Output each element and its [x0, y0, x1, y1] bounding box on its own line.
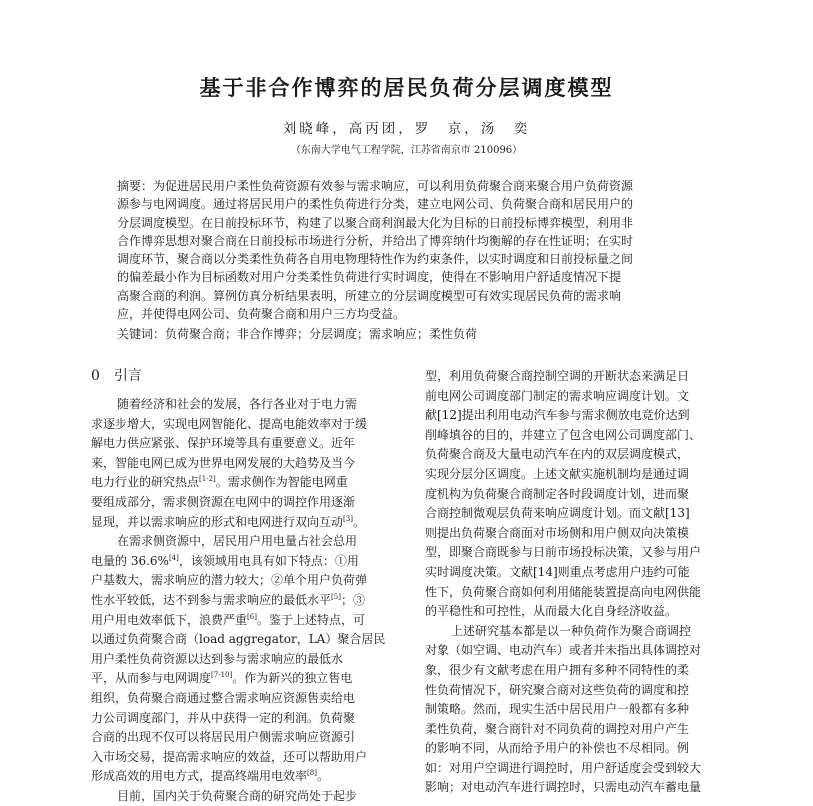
left-column-text-line: 组织，负荷聚合商通过整合需求响应资源售卖给电: [91, 690, 356, 705]
author-list: 刘晓峰，高丙团，罗 京，汤 奕: [282, 121, 531, 137]
left-column-text-line: 求逐步增大，实现电网智能化、提高电能效率对于缓: [91, 416, 368, 431]
citation-ref: [8]: [307, 769, 317, 778]
left-column-text-line: 随着经济和社会的发展，各行各业对于电力需: [117, 397, 358, 411]
right-column-text-line: 则提出负荷聚合商面对市场侧和用户侧双向决策模: [425, 525, 690, 540]
left-column-text-line: 合商的出现不仅可以将居民用户侧需求响应资源引: [91, 730, 356, 745]
right-column-text-line: 度机构为负荷聚合商制定各时段调度计划，进而聚: [425, 486, 690, 501]
right-column-text-line: 性负荷情况下，研究聚合商对这些负荷的调度和控: [425, 682, 690, 697]
abstract-line: 分层调度模型。在日前投标环节，构建了以聚合商利润最大化为目标的日前投标博弈模型，利用非: [117, 215, 634, 230]
right-column-text-line: 的影响不同，从而给予用户的补偿也不尽相同。例: [425, 741, 690, 756]
left-column-text-line: 电力行业的研究热点[1-2]。需求侧作为智能电网重: [91, 475, 348, 490]
right-column-text-line: 性下，负荷聚合商如何利用储能装置提高向电网供能: [425, 584, 702, 599]
right-column-text-line: 实时调度决策。文献[14]则重点考虑用户违约可能: [425, 564, 690, 579]
right-column: [425, 367, 733, 798]
affiliation: （东南大学电气工程学院，江苏省南京市 210096）: [290, 145, 523, 156]
citation-ref: [3]: [343, 514, 353, 523]
section-heading-introduction: 0 引言: [91, 368, 142, 384]
left-column-text-line: 以通过负荷聚合商（load aggregator，LA）聚合居民: [91, 632, 386, 647]
right-column-text-line: 象，很少有文献考虑在用户拥有多种不同特性的柔: [425, 662, 690, 677]
citation-ref: [5]: [331, 592, 341, 601]
left-column-text-line: 要组成部分，需求侧资源在电网中的调控作用逐渐: [91, 494, 356, 509]
left-column-text-line: 力公司调度部门，并从中获得一定的利润。负荷聚: [91, 710, 356, 725]
right-column-text-line: 负荷聚合商及大量电动汽车在内的双层调度模式，: [425, 447, 690, 462]
right-column-text-line: 影响；对电动汽车进行调控时，只需电动汽车蓄电量: [425, 780, 702, 795]
abstract-line: 的偏差最小作为目标函数对用户分类柔性负荷进行实时调度，使得在不影响用户舒适度情况下提: [117, 270, 622, 285]
abstract-line: 调度环节，聚合商以分类柔性负荷各自用电物理特性作为约束条件，以实时调度和日前投标量之间: [117, 252, 634, 267]
left-column-body: [91, 395, 395, 806]
right-column-text-line: 的平稳性和可控性，从而最大化自身经济收益。: [425, 604, 678, 619]
keywords: 关键词：负荷聚合商；非合作博弈；分层调度；需求响应；柔性负荷: [117, 327, 478, 342]
abstract-line: 源参与电网调度。通过将居民用户的柔性负荷进行分类，建立电网公司、负荷聚合商和居民用户的: [117, 197, 634, 212]
left-column-text-line: 来，智能电网已成为世界电网发展的大趋势及当今: [91, 455, 356, 470]
left-column-text-line: 形成高效的用电方式，提高终端用电效率[8]。: [91, 769, 329, 784]
abstract-line: 高聚合商的利润。算例仿真分析结果表明，所建立的分层调度模型可有效实现居民负荷的需求响: [117, 288, 622, 303]
right-column-text-line: 削峰填谷的目的，并建立了包含电网公司调度部门、: [425, 427, 702, 442]
right-column-text-line: 对象（如空调、电动汽车）或者并未指出具体调控对: [425, 643, 702, 658]
abstract-line: 合作博弈思想对聚合商在日前投标市场进行分析，并给出了博弈纳什均衡解的存在性证明；在实时: [117, 233, 634, 248]
right-column-text-line: 合商控制微观层负荷来响应调度计划。而文献[13]: [425, 506, 690, 521]
citation-ref: [6]: [247, 612, 257, 621]
left-column-text-line: 在需求侧资源中，居民用户用电量占社会总用: [117, 534, 358, 549]
left-column-text-line: 平，从而参与电网调度[7-10]。作为新兴的独立售电: [91, 671, 353, 686]
left-column-text-line: 用户用电效率低下，浪费严重[6]。鉴于上述特点，可: [91, 612, 365, 627]
right-column-text-line: 型，利用负荷聚合商控制空调的开断状态来满足日: [425, 369, 690, 383]
right-column-body: [425, 367, 733, 798]
right-column-text-line: 型，即聚合商既参与日前市场投标决策，又参与用户: [425, 545, 702, 560]
abstract-line: 应，并使得电网公司、负荷聚合商和用户三方均受益。: [117, 307, 406, 322]
right-column-text-line: 制策略。然而，现实生活中居民用户一般都有多种: [425, 702, 690, 717]
abstract-line: 摘要：为促进居民用户柔性负荷资源有效参与需求响应，可以利用负荷聚合商来聚合用户负荷资源: [117, 179, 634, 193]
left-column-text-line: 电量的 36.6%[4]，该领域用电具有如下特点：①用: [91, 553, 359, 568]
left-column-text-line: 解电力供应紧张、保护环境等具有重要意义。近年: [91, 436, 356, 451]
right-column-text-line: 柔性负荷，聚合商针对不同负荷的调控对用户产生: [425, 721, 690, 736]
right-column-text-line: 上述研究基本都是以一种负荷作为聚合商调控: [451, 623, 692, 638]
left-column-text-line: 用户柔性负荷资源以达到参与需求响应的最低水: [91, 651, 344, 666]
left-column-text-line: 性水平较低，达不到参与需求响应的最低水平[5]；③: [91, 592, 365, 607]
right-column-text-line: 前电网公司调度部门制定的需求响应调度计划。文: [425, 388, 690, 403]
left-column-text-line: 户基数大，需求响应的潜力较大；②单个用户负荷弹: [91, 573, 368, 588]
right-column-text-line: 如：对用户空调进行调控时，用户舒适度会受到较大: [425, 760, 702, 775]
citation-ref: [4]: [168, 553, 179, 562]
right-column-text-line: 献[12]提出利用电动汽车参与需求侧放电竞价达到: [425, 408, 690, 423]
paper-title: 基于非合作博弈的居民负荷分层调度模型: [199, 75, 614, 100]
abstract-text: [117, 177, 705, 323]
citation-ref: [7-10]: [211, 671, 233, 680]
abstract-block: [117, 177, 705, 344]
left-column-text-line: 显现，并以需求响应的形式和电网进行双向互动[3]。: [91, 514, 365, 529]
left-column-text-line: 目前，国内关于负荷聚合商的研究尚处于起步: [117, 788, 358, 803]
left-column: [91, 367, 395, 806]
citation-ref: [1-2]: [199, 475, 216, 484]
left-column-text-line: 入市场交易，提高需求响应的效益，还可以帮助用户: [91, 749, 368, 764]
right-column-text-line: 实现分层分区调度。上述文献实施机制均是通过调: [425, 466, 690, 481]
